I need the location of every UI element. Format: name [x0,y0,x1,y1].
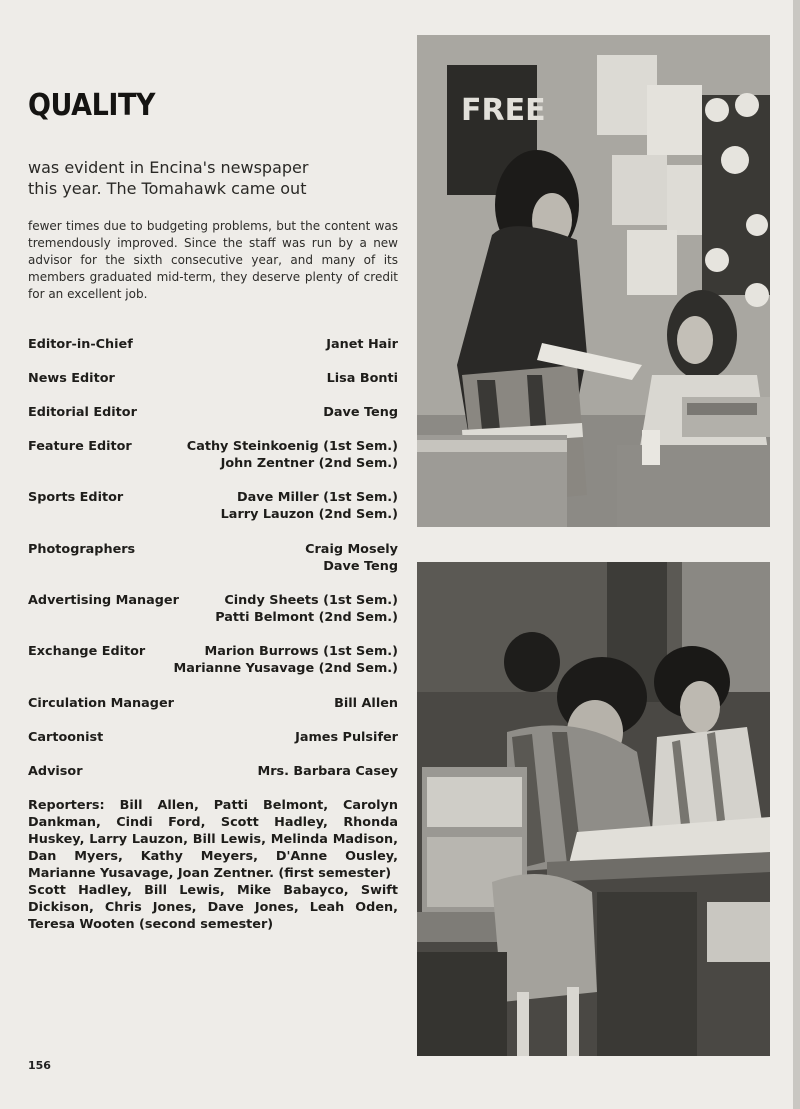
lead-text [28,157,398,199]
staff-name: Lisa Bonti [326,371,398,386]
staff-names [323,404,398,421]
staff-name: John Zentner (2nd Sem.) [220,456,398,471]
photo-students-at-desks-image [417,562,770,1056]
poster-text: FREE [461,93,546,128]
lead-line: this year. The Tomahawk came out [28,179,307,198]
photo-staff-bulletin-board-image [417,35,770,527]
staff-name: Mrs. Barbara Casey [257,764,398,779]
staff-role: Feature Editor [28,439,132,454]
staff-role: Advisor [28,764,83,779]
photo-staff-bulletin-board [417,35,770,527]
staff-names [334,695,398,712]
staff-names [326,336,398,353]
staff-name: Bill Allen [334,696,398,711]
staff-name: Marion Burrows (1st Sem.) [204,644,398,659]
staff-name: James Pulsifer [295,730,398,745]
staff-name: Larry Lauzon (2nd Sem.) [220,507,398,522]
staff-names [327,370,398,387]
staff-role: Editorial Editor [28,405,137,420]
staff-role: News Editor [28,371,115,386]
reporters-first-semester: Reporters: Bill Allen, Patti Belmont, Carolyn Dankman, Cindi Ford, Scott Hadley, Rhonda Huskey, Larry Lauzon, Bill Lewis, Melinda Madison, Dan Myers, Kathy Meyers, D'Anne Ousley, Marianne Yusavage, Joan Zentner. (first semester) [28,798,398,881]
staff-name: Patti Belmont (2nd Sem.) [215,610,398,625]
staff-name: Cathy Steinkoenig (1st Sem.) [186,439,398,454]
reporters-credits [28,797,398,933]
staff-names [174,643,398,677]
staff-names [187,438,398,472]
staff-name: Dave Teng [323,405,398,420]
staff-name: Marianne Yusavage (2nd Sem.) [173,661,398,676]
staff-names [295,729,398,746]
lead-line: was evident in Encina's newspaper [28,158,309,177]
staff-role: Advertising Manager [28,593,179,608]
reporters-second-semester: Scott Hadley, Bill Lewis, Mike Babayco, Swift Dickison, Chris Jones, Dave Jones, Leah Oden, Teresa Wooten (second semester) [28,883,398,932]
headline: QUALITY [28,88,156,123]
staff-role: Circulation Manager [28,696,174,711]
page-edge [793,0,800,1109]
staff-name: Craig Mosely [305,542,398,557]
staff-name: Janet Hair [326,337,398,352]
staff-names [221,489,398,523]
staff-name: Dave Teng [323,559,398,574]
staff-names [257,763,398,780]
staff-role: Photographers [28,542,136,557]
staff-names [215,592,398,626]
staff-name: Cindy Sheets (1st Sem.) [224,593,398,608]
photo-students-at-desks [417,562,770,1056]
staff-name: Dave Miller (1st Sem.) [237,490,398,505]
page-number: 156 [28,1059,51,1072]
staff-role: Cartoonist [28,730,104,745]
staff-names [305,541,398,575]
body-paragraph: fewer times due to budgeting problems, but the content was tremendously improved. Since the staff was run by a new advisor for the sixth consecutive year, and many of its members graduated mid-term, they deserve plenty of credit for an excellent job. [28,219,398,301]
staff-role: Sports Editor [28,490,124,505]
staff-role: Exchange Editor [28,644,146,659]
staff-role: Editor-in-Chief [28,337,133,352]
